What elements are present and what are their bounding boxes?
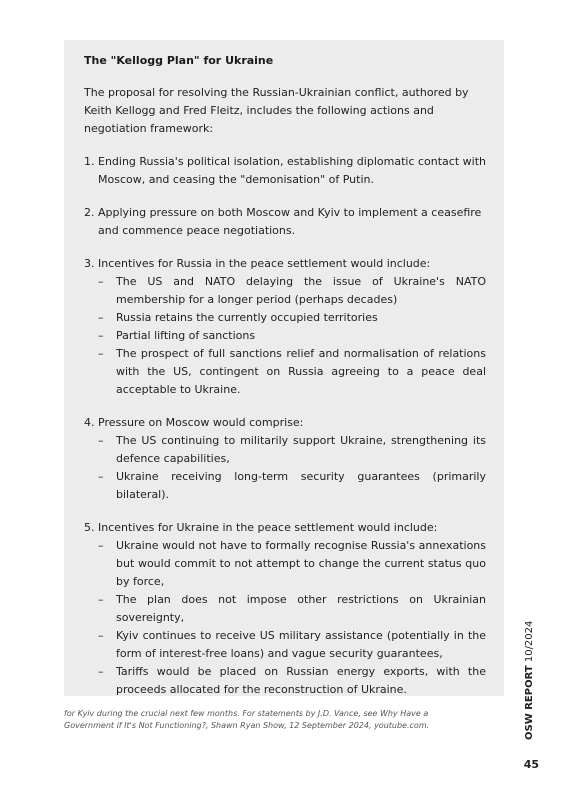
- report-sidebar-label: [524, 621, 535, 740]
- box-intro: The proposal for resolving the Russian-Ukrainian conflict, authored by Keith Kellogg and Fred Fleitz, includes the following actions and negotiation framework:: [84, 86, 469, 135]
- item-number: 4.: [84, 416, 95, 429]
- sub-item: – The US continuing to militarily support Ukraine, strengthening its defence capabilities,: [98, 432, 486, 468]
- dash-bullet: –: [98, 275, 104, 288]
- sub-item: – Partial lifting of sanctions: [98, 327, 486, 345]
- sub-list: [98, 273, 486, 399]
- sub-list: [98, 432, 486, 504]
- sub-list: [98, 537, 486, 699]
- item-text: Incentives for Russia in the peace settlement would include:: [98, 257, 431, 270]
- kellogg-plan-box: [64, 40, 504, 696]
- page-number: 45: [523, 758, 539, 771]
- item-text: Ending Russia's political isolation, establishing diplomatic contact with Moscow, and ceasing the "demonisation" of Putin.: [98, 155, 486, 186]
- sub-item: – Tariffs would be placed on Russian energy exports, with the proceeds allocated for the reconstruction of Ukraine.: [98, 663, 486, 699]
- item-text: Incentives for Ukraine in the peace settlement would include:: [98, 521, 438, 534]
- plan-item-1: [84, 153, 486, 189]
- sub-item: – Kyiv continues to receive US military assistance (potentially in the form of interest-free loans) and vague security guarantees,: [98, 627, 486, 663]
- sub-item: – The plan does not impose other restrictions on Ukrainian sovereignty,: [98, 591, 486, 627]
- footnote: for Kyiv during the crucial next few months. For statements by J.D. Vance, see Why Have a Government if It's Not Functioning?, Shawn Ryan Show, 12 September 2024, youtube.com.: [64, 709, 430, 730]
- dash-bullet: –: [98, 347, 104, 360]
- dash-bullet: –: [98, 539, 104, 552]
- dash-bullet: –: [98, 470, 104, 483]
- dash-bullet: –: [98, 311, 104, 324]
- report-issue: 10/2024: [524, 620, 535, 663]
- plan-item-5: [84, 519, 486, 699]
- report-name: OSW REPORT: [524, 665, 535, 740]
- plan-item-2: [84, 204, 486, 240]
- sub-item: – Ukraine receiving long-term security guarantees (primarily bilateral).: [98, 468, 486, 504]
- item-number: 2.: [84, 206, 95, 219]
- dash-bullet: –: [98, 434, 104, 447]
- sub-item: – Ukraine would not have to formally recognise Russia's annexations but would commit to not attempt to change the current status quo by force,: [98, 537, 486, 591]
- item-number: 3.: [84, 257, 95, 270]
- dash-bullet: –: [98, 665, 104, 678]
- dash-bullet: –: [98, 593, 104, 606]
- box-title: The "Kellogg Plan" for Ukraine: [84, 54, 274, 67]
- plan-item-3: [84, 255, 486, 399]
- sub-item: – The US and NATO delaying the issue of Ukraine's NATO membership for a longer period (perhaps decades): [98, 273, 486, 309]
- plan-item-4: [84, 414, 486, 504]
- sub-item: – Russia retains the currently occupied territories: [98, 309, 486, 327]
- dash-bullet: –: [98, 629, 104, 642]
- item-text: Applying pressure on both Moscow and Kyiv to implement a ceasefire and commence peace negotiations.: [98, 206, 482, 237]
- item-text: Pressure on Moscow would comprise:: [98, 416, 304, 429]
- item-number: 5.: [84, 521, 95, 534]
- sub-item: – The prospect of full sanctions relief and normalisation of relations with the US, contingent on Russia agreeing to a peace deal acceptable to Ukraine.: [98, 345, 486, 399]
- item-number: 1.: [84, 155, 95, 168]
- dash-bullet: –: [98, 329, 104, 342]
